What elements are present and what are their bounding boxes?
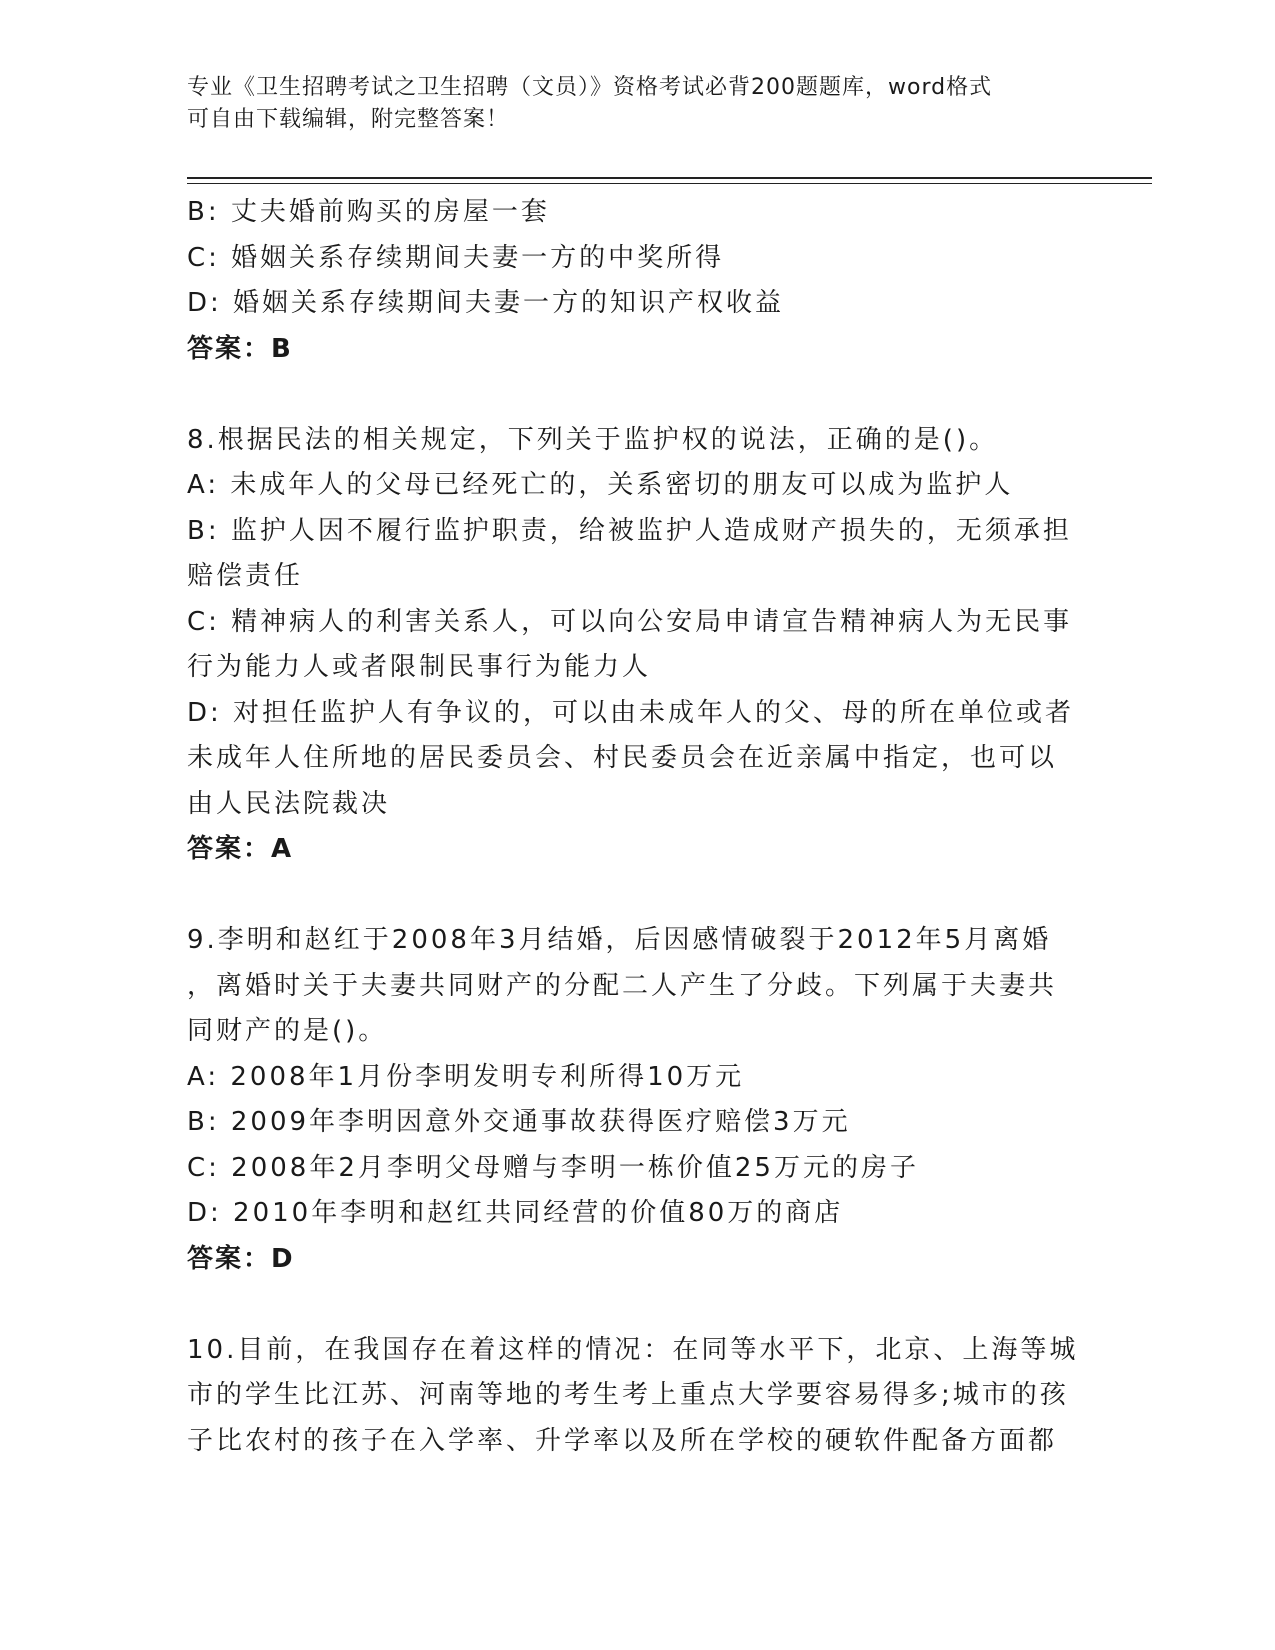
q7-option-c: C: 婚姻关系存续期间夫妻一方的中奖所得: [187, 242, 725, 273]
header-divider-thin: [187, 183, 1152, 184]
header-divider-thick: [187, 177, 1152, 179]
q9-stem: 9.李明和赵红于2008年3月结婚，后因感情破裂于2012年5月离婚: [187, 925, 1052, 955]
question-content: [187, 190, 1087, 1464]
spacer: [187, 873, 1087, 919]
q10-stem: 10.目前，在我国存在着这样的情况：在同等水平下，北京、上海等城: [187, 1334, 1079, 1365]
q8-option-d-cont-1: 未成年人住所地的居民委员会、村民委员会在近亲属中指定，也可以: [187, 743, 1058, 773]
q7-option-d: D: 婚姻关系存续期间夫妻一方的知识产权收益: [187, 288, 785, 318]
q8-answer: 答案：A: [187, 834, 294, 864]
q8-option-c: C: 精神病人的利害关系人，可以向公安局申请宣告精神病人为无民事: [187, 606, 1073, 637]
q9-option-a: A: 2008年1月份李明发明专利所得10万元: [187, 1061, 745, 1092]
q8-option-b-cont: 赔偿责任: [187, 561, 304, 591]
q8-option-d: D: 对担任监护人有争议的，可以由未成年人的父、母的所在单位或者: [187, 697, 1075, 728]
q8-option-d-cont-2: 由人民法院裁决: [187, 788, 391, 819]
q10-stem-cont-2: 子比农村的孩子在入学率、升学率以及所在学校的硬软件配备方面都: [187, 1425, 1058, 1456]
q9-option-d: D: 2010年李明和赵红共同经营的价值80万的商店: [187, 1198, 844, 1228]
q7-answer: 答案：B: [187, 333, 293, 364]
q9-stem-cont-1: ，离婚时关于夫妻共同财产的分配二人产生了分歧。下列属于夫妻共: [187, 970, 1058, 1001]
header-line-1: 专业《卫生招聘考试之卫生招聘（文员）》资格考试必背200题题库，word格式: [187, 75, 993, 100]
q9-option-c: C: 2008年2月李明父母赠与李明一栋价值25万元的房子: [187, 1152, 919, 1183]
spacer: [187, 1282, 1087, 1328]
q9-option-b: B: 2009年李明因意外交通事故获得医疗赔偿3万元: [187, 1107, 851, 1137]
spacer: [187, 372, 1087, 418]
q8-stem: 8.根据民法的相关规定，下列关于监护权的说法，正确的是()。: [187, 424, 999, 455]
q8-option-c-cont: 行为能力人或者限制民事行为能力人: [187, 652, 652, 682]
q9-stem-cont-2: 同财产的是()。: [187, 1016, 388, 1046]
q8-option-a: A: 未成年人的父母已经死亡的，关系密切的朋友可以成为监护人: [187, 470, 1014, 500]
q10-stem-cont-1: 市的学生比江苏、河南等地的考生考上重点大学要容易得多;城市的孩: [187, 1380, 1069, 1410]
header-line-2: 可自由下载编辑，附完整答案！: [187, 107, 510, 132]
document-header: [187, 72, 1087, 136]
q7-option-b: B: 丈夫婚前购买的房屋一套: [187, 197, 550, 227]
q8-option-b: B: 监护人因不履行监护职责，给被监护人造成财产损失的，无须承担: [187, 515, 1072, 546]
q9-answer: 答案：D: [187, 1243, 295, 1274]
